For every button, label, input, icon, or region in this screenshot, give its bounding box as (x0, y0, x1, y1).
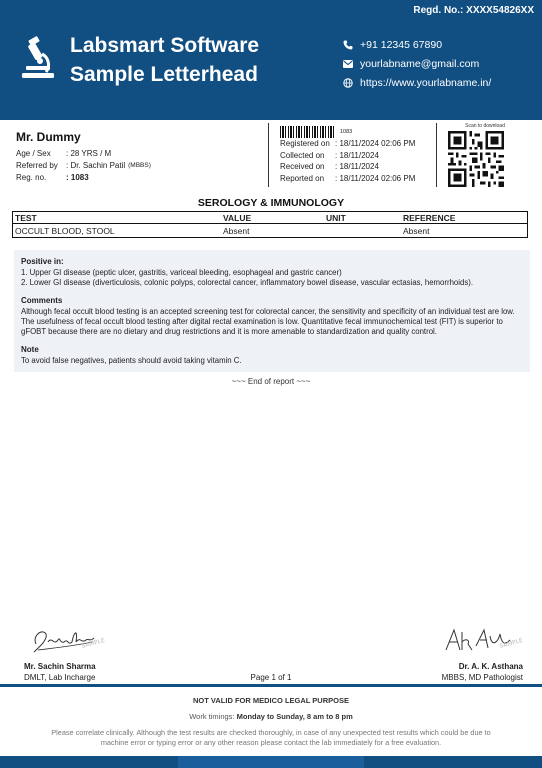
registered-value: : 18/11/2024 02:06 PM (335, 139, 416, 149)
section-title: SEROLOGY & IMMUNOLOGY (197, 197, 345, 209)
email-address[interactable]: yourlabname@gmail.com (360, 57, 480, 70)
barcode-number: 1083 (340, 129, 353, 135)
column-header-unit: UNIT (326, 212, 346, 223)
qr-code-icon[interactable] (448, 131, 504, 187)
email-icon (342, 58, 354, 70)
positive-item-2: 2. Lower GI disease (diverticulosis, colonic polyps, colorectal cancer, inflammatory bowel disease, vascular ectasias, hemorrhoids). (21, 278, 473, 287)
reg-no-value: : 1083 (66, 172, 89, 182)
contact-info (342, 35, 491, 92)
signer-right (442, 661, 523, 683)
contact-website (342, 73, 491, 92)
received-value: : 18/11/2024 (335, 162, 379, 172)
signer-right-name: Dr. A. K. Asthana (458, 662, 523, 671)
note-heading: Note (21, 345, 39, 354)
age-sex-value: : 28 YRS / M (66, 148, 112, 158)
registered-row (280, 138, 430, 150)
contact-email (342, 54, 491, 73)
work-timings (0, 712, 542, 721)
letterhead-header (0, 0, 542, 120)
signer-right-title: MBBS, MD Pathologist (441, 673, 523, 682)
divider (268, 123, 269, 187)
column-header-reference: REFERENCE (403, 212, 456, 223)
not-valid-notice: NOT VALID FOR MEDICO LEGAL PURPOSE (193, 696, 349, 705)
interpretation-notes (14, 250, 530, 372)
test-reference: Absent (403, 225, 430, 236)
column-header-test: TEST (15, 212, 37, 223)
test-value: Absent (223, 225, 250, 236)
lab-brand-name (70, 31, 259, 89)
collected-row (280, 150, 430, 162)
received-row (280, 161, 430, 173)
disclaimer: Please correlate clinically. Although the test results are checked thoroughly, in case of any unexpected test results which could be due to machine error or typing error or any other reason please contact the lab immediately for a free evaluation. (51, 728, 491, 747)
timings-value: Monday to Sunday, 8 am to 8 pm (236, 712, 353, 721)
barcode (280, 124, 430, 138)
referred-by-degree: (MBBS) (128, 161, 151, 169)
referred-by-label: Referred by (16, 160, 58, 170)
signer-left-name: Mr. Sachin Sharma (24, 662, 96, 671)
qr-title: Scan to download (465, 123, 505, 129)
divider (436, 123, 437, 187)
collected-value: : 18/11/2024 (335, 150, 379, 160)
phone-number: +91 12345 67890 (360, 38, 443, 51)
referred-by-value: : Dr. Sachin Patil (66, 160, 126, 170)
stamp-text: SAMPLE (80, 636, 106, 650)
brand-line-1: Labsmart Software (70, 34, 260, 57)
barcode-bars (280, 126, 336, 138)
brand-line-2: Sample Letterhead (70, 63, 258, 86)
reg-no-row (16, 171, 266, 183)
table-row (13, 224, 527, 237)
patient-details (16, 130, 266, 183)
referred-by-row (16, 159, 266, 171)
phone-icon (342, 39, 354, 51)
results-table (12, 211, 528, 238)
note-text: To avoid false negatives, patients should avoid taking vitamin C. (21, 356, 242, 365)
signer-left-title: DMLT, Lab Incharge (24, 673, 96, 682)
collected-label: Collected on (280, 150, 325, 160)
end-of-report: ~~~ End of report ~~~ (231, 377, 311, 386)
reported-value: : 18/11/2024 02:06 PM (335, 173, 416, 183)
contact-phone (342, 35, 491, 54)
test-name: OCCULT BLOOD, STOOL (15, 225, 115, 236)
positive-heading: Positive in: (21, 257, 64, 266)
reported-label: Reported on (280, 173, 325, 183)
column-header-value: VALUE (223, 212, 252, 223)
received-label: Received on (280, 162, 325, 172)
footer-bar (0, 756, 542, 768)
comments-heading: Comments (21, 296, 63, 305)
age-sex-row (16, 147, 266, 159)
table-header (13, 212, 527, 224)
microscope-logo-icon (20, 36, 56, 80)
registered-label: Registered on (280, 139, 330, 149)
patient-name: Mr. Dummy (16, 130, 81, 144)
age-sex-label: Age / Sex (16, 148, 51, 158)
stamp-text: SAMPLE (498, 636, 524, 650)
registration-number: Regd. No.: XXXX54826XX (413, 5, 534, 16)
signature-left (24, 622, 144, 658)
page-number: Page 1 of 1 (250, 673, 292, 682)
comments-text: Although fecal occult blood testing is an accepted screening test for colorectal cancer, the sensitivity and specificity of an individual test are low. The usefulness of fecal occult blood testing after digital rectal examination is low. Quantitative fecal immunochemical test (FIT) is superior to gFOBT because there are no dietary and drug restrictions and it is more amenable to standardization and quality control. (21, 307, 515, 336)
website-link[interactable]: https://www.yourlabname.in/ (360, 76, 492, 89)
signature-right (440, 622, 530, 658)
globe-icon (342, 77, 354, 89)
qr-download[interactable] (448, 123, 522, 192)
reg-no-label: Reg. no. (16, 172, 47, 182)
positive-item-1: 1. Upper GI disease (peptic ulcer, gastritis, variceal bleeding, esophageal and gastric cancer) (21, 268, 342, 277)
timings-label: Work timings: (189, 712, 237, 721)
reported-row (280, 173, 430, 185)
footer-rule (0, 684, 542, 687)
sample-dates (280, 124, 430, 184)
